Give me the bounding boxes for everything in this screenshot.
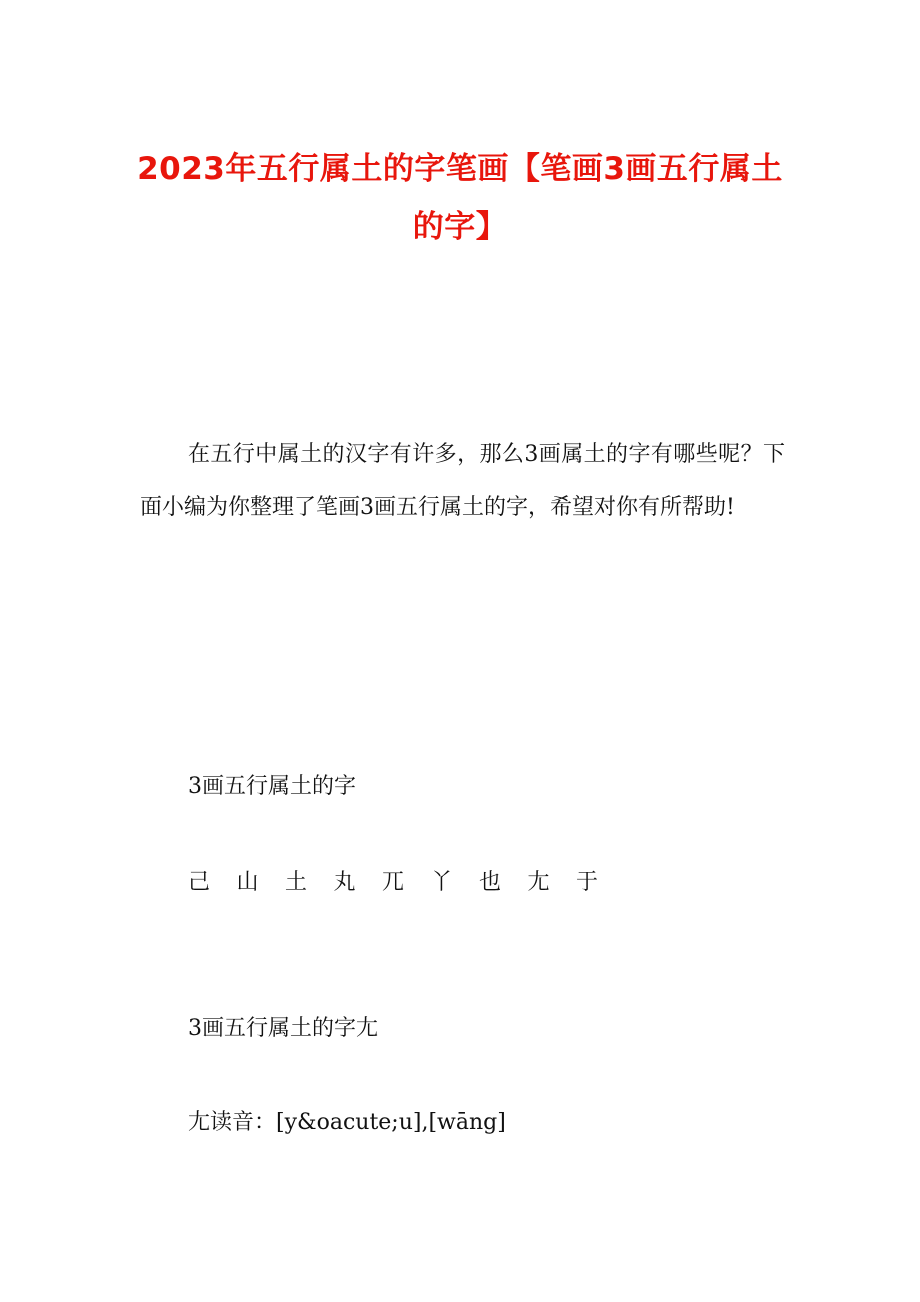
character-item: 也 xyxy=(479,870,502,895)
character-list xyxy=(188,868,625,898)
character-item: 尢 xyxy=(527,870,550,895)
intro-paragraph: 在五行中属土的汉字有许多，那么3画属土的字有哪些呢？下面小编为你整理了笔画3画五行属土的字，希望对你有所帮助! xyxy=(140,442,785,520)
character-item: 兀 xyxy=(382,870,405,895)
pronunciation-line: 尢读音：[y&oacute;u],[wāng] xyxy=(188,1110,506,1135)
section-heading: 3画五行属土的字 xyxy=(188,774,356,799)
character-item: 己 xyxy=(188,870,211,895)
character-item: 丫 xyxy=(430,870,453,895)
character-item: 丸 xyxy=(333,870,356,895)
character-item: 于 xyxy=(576,870,599,895)
document-title: 2023年五行属土的字笔画【笔画3画五行属土的字】 xyxy=(137,151,783,245)
character-item: 土 xyxy=(285,870,308,895)
subsection-heading: 3画五行属土的字尢 xyxy=(188,1016,378,1041)
character-item: 山 xyxy=(236,870,259,895)
